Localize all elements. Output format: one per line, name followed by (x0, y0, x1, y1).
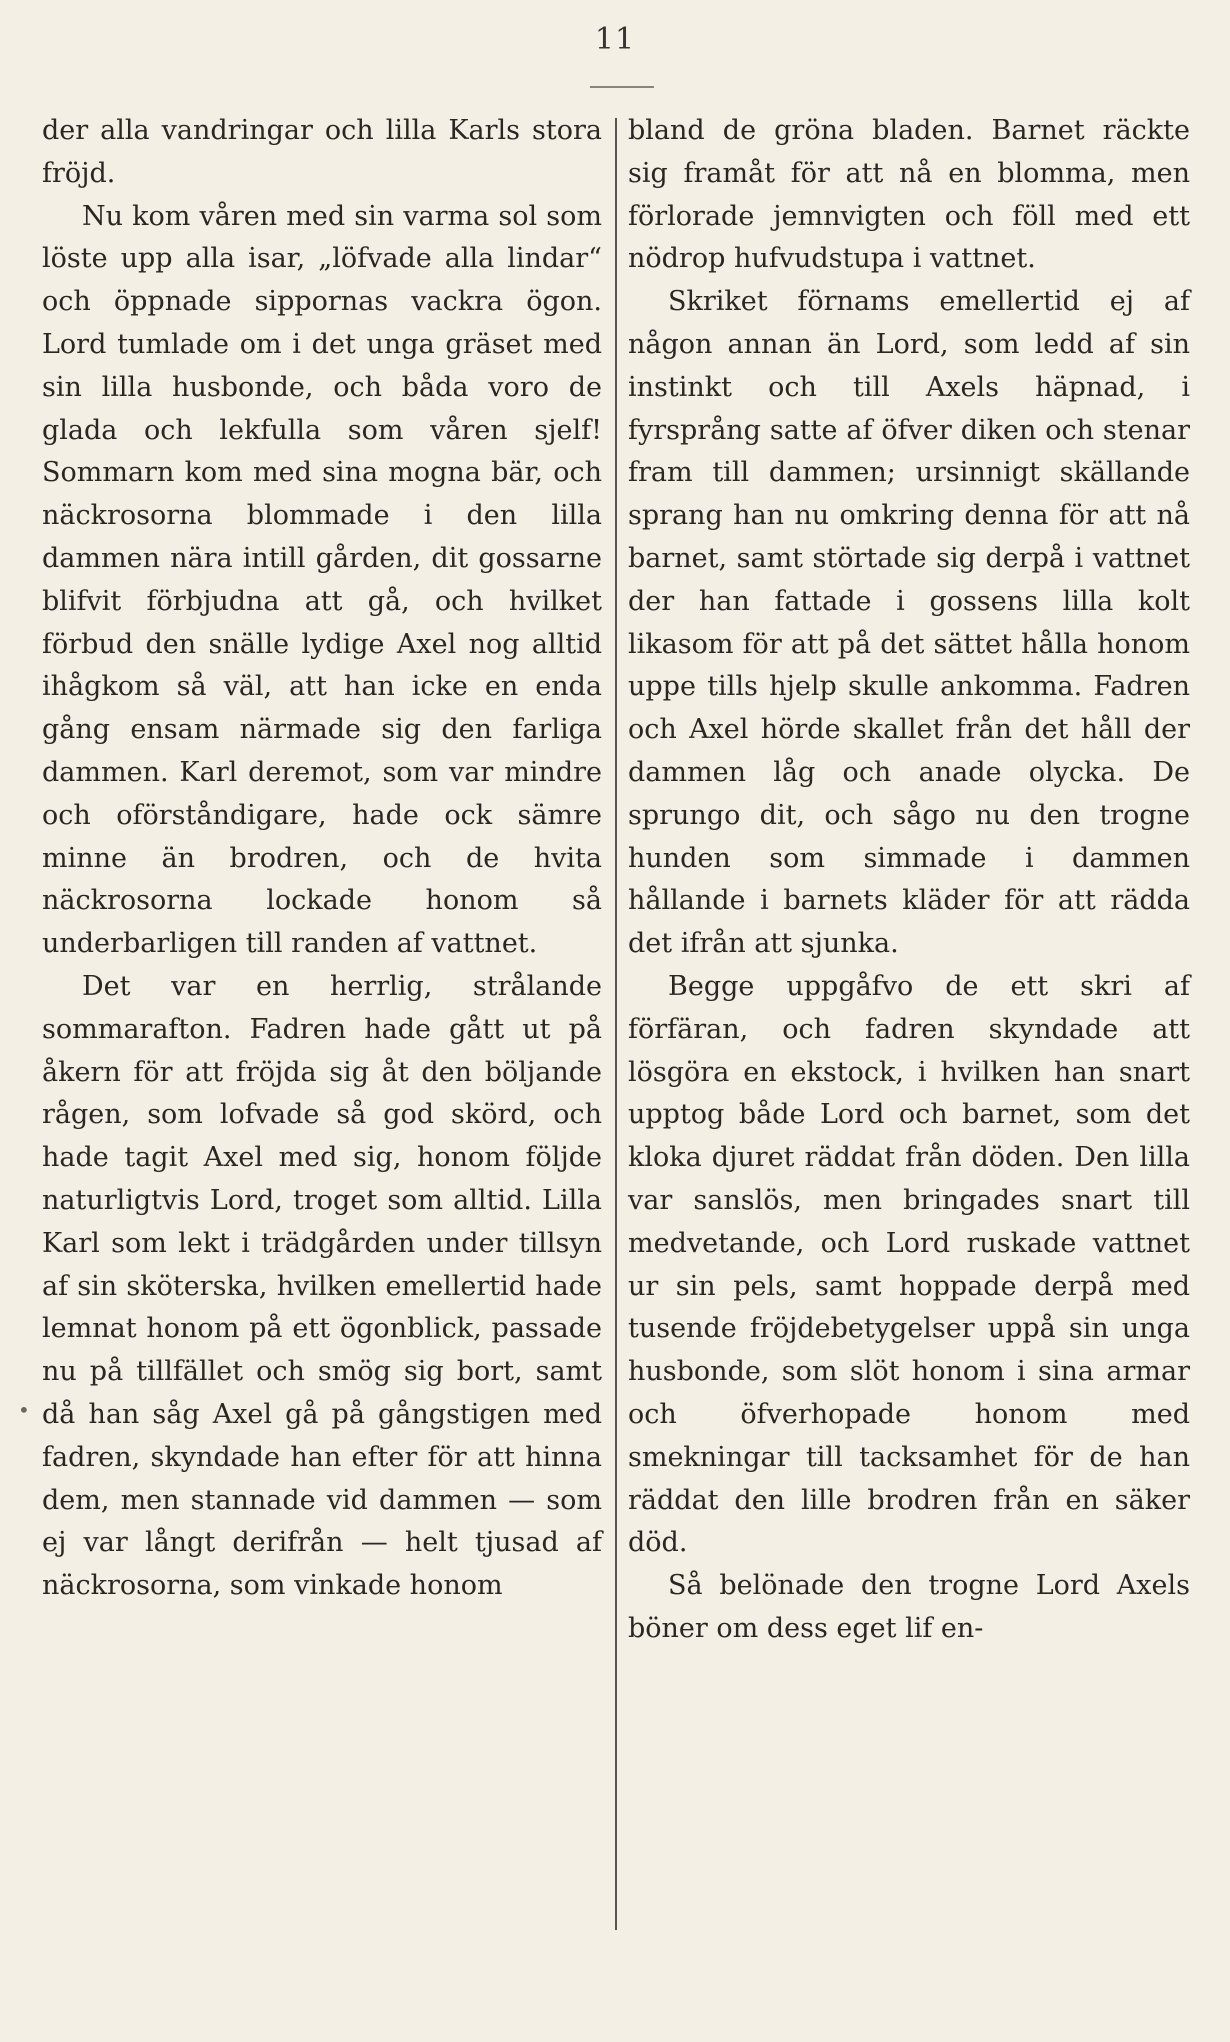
paragraph: Nu kom våren med sin varma sol som löste upp alla isar, „löfvade alla lindar“ och öppnade sippornas vackra ögon. Lord tumlade om i det unga gräset med sin lilla husbonde, och båda voro de glada och lekfulla som våren sjelf! Sommarn kom med sina mogna bär, och näckrosorna blommade i den lilla dammen nära intill gården, dit gossarne blifvit förbjudna att gå, och hvilket förbud den snälle lydige Axel nog alltid ihågkom så väl, att han icke en enda gång ensam närmade sig den farliga dammen. Karl deremot, som var mindre och oförståndigare, hade ock sämre minne än brodren, och de hvita näckrosorna lockade honom så underbarligen till randen af vattnet. (42, 200, 602, 960)
paragraph: bland de gröna bladen. Barnet räckte sig framåt för att nå en blomma, men förlorade jemnvigten och föll med ett nödrop hufvudstupa i vattnet. (628, 115, 1190, 275)
paragraph: Begge uppgåfvo de ett skri af förfäran, och fadren skyndade att lösgöra en ekstock, i hvilken han snart upptog både Lord och barnet, som det kloka djuret räddat från döden. Den lilla var sanslös, men bringades snart till medvetande, och Lord ruskade vattnet ur sin pels, samt hoppade derpå med tusende fröjdebetygelser uppå sin unga husbonde, som slöt honom i sina armar och öfverhopade honom med smekningar till tacksamhet för de han räddat den lille brodren från en säker död. (628, 970, 1190, 1559)
paragraph: der alla vandringar och lilla Karls stora fröjd. (42, 115, 602, 189)
column-divider (615, 118, 617, 1930)
margin-mark: • (18, 1398, 30, 1422)
paragraph: Det var en herrlig, strålande sommarafton. Fadren hade gått ut på åkern för att fröjda sig åt den böljande rågen, som lofvade så god skörd, och hade tagit Axel med sig, honom följde naturligtvis Lord, troget som alltid. Lilla Karl som lekt i trädgården under tillsyn af sin sköterska, hvilken emellertid hade lemnat honom på ett ögonblick, passade nu på tillfället och smög sig bort, samt då han såg Axel gå på gångstigen med fadren, skyndade han efter för att hinna dem, men stannade vid dammen — som ej var långt derifrån — helt tjusad af näckrosorna, som vinkade honom (42, 970, 602, 1602)
paragraph: Skriket förnams emellertid ej af någon annan än Lord, som ledd af sin instinkt och till Axels häpnad, i fyrsprång satte af öfver diken och stenar fram till dammen; ursinnigt skällande sprang han nu omkring denna för att nå barnet, samt störtade sig derpå i vattnet der han fattade i gossens lilla kolt likasom för att på det sättet hålla honom uppe tills hjelp skulle ankomma. Fadren och Axel hörde skallet från det håll der dammen låg och anade olycka. De sprungo dit, och sågo nu den trogne hunden som simmade i dammen hållande i barnets kläder för att rädda det ifrån att sjunka. (628, 286, 1190, 960)
left-column (42, 110, 602, 1608)
page-number: 11 (594, 22, 636, 57)
right-column (628, 110, 1190, 1651)
header-rule (590, 86, 654, 88)
paragraph: Så belönade den trogne Lord Axels böner om dess eget lif en- (628, 1570, 1190, 1644)
